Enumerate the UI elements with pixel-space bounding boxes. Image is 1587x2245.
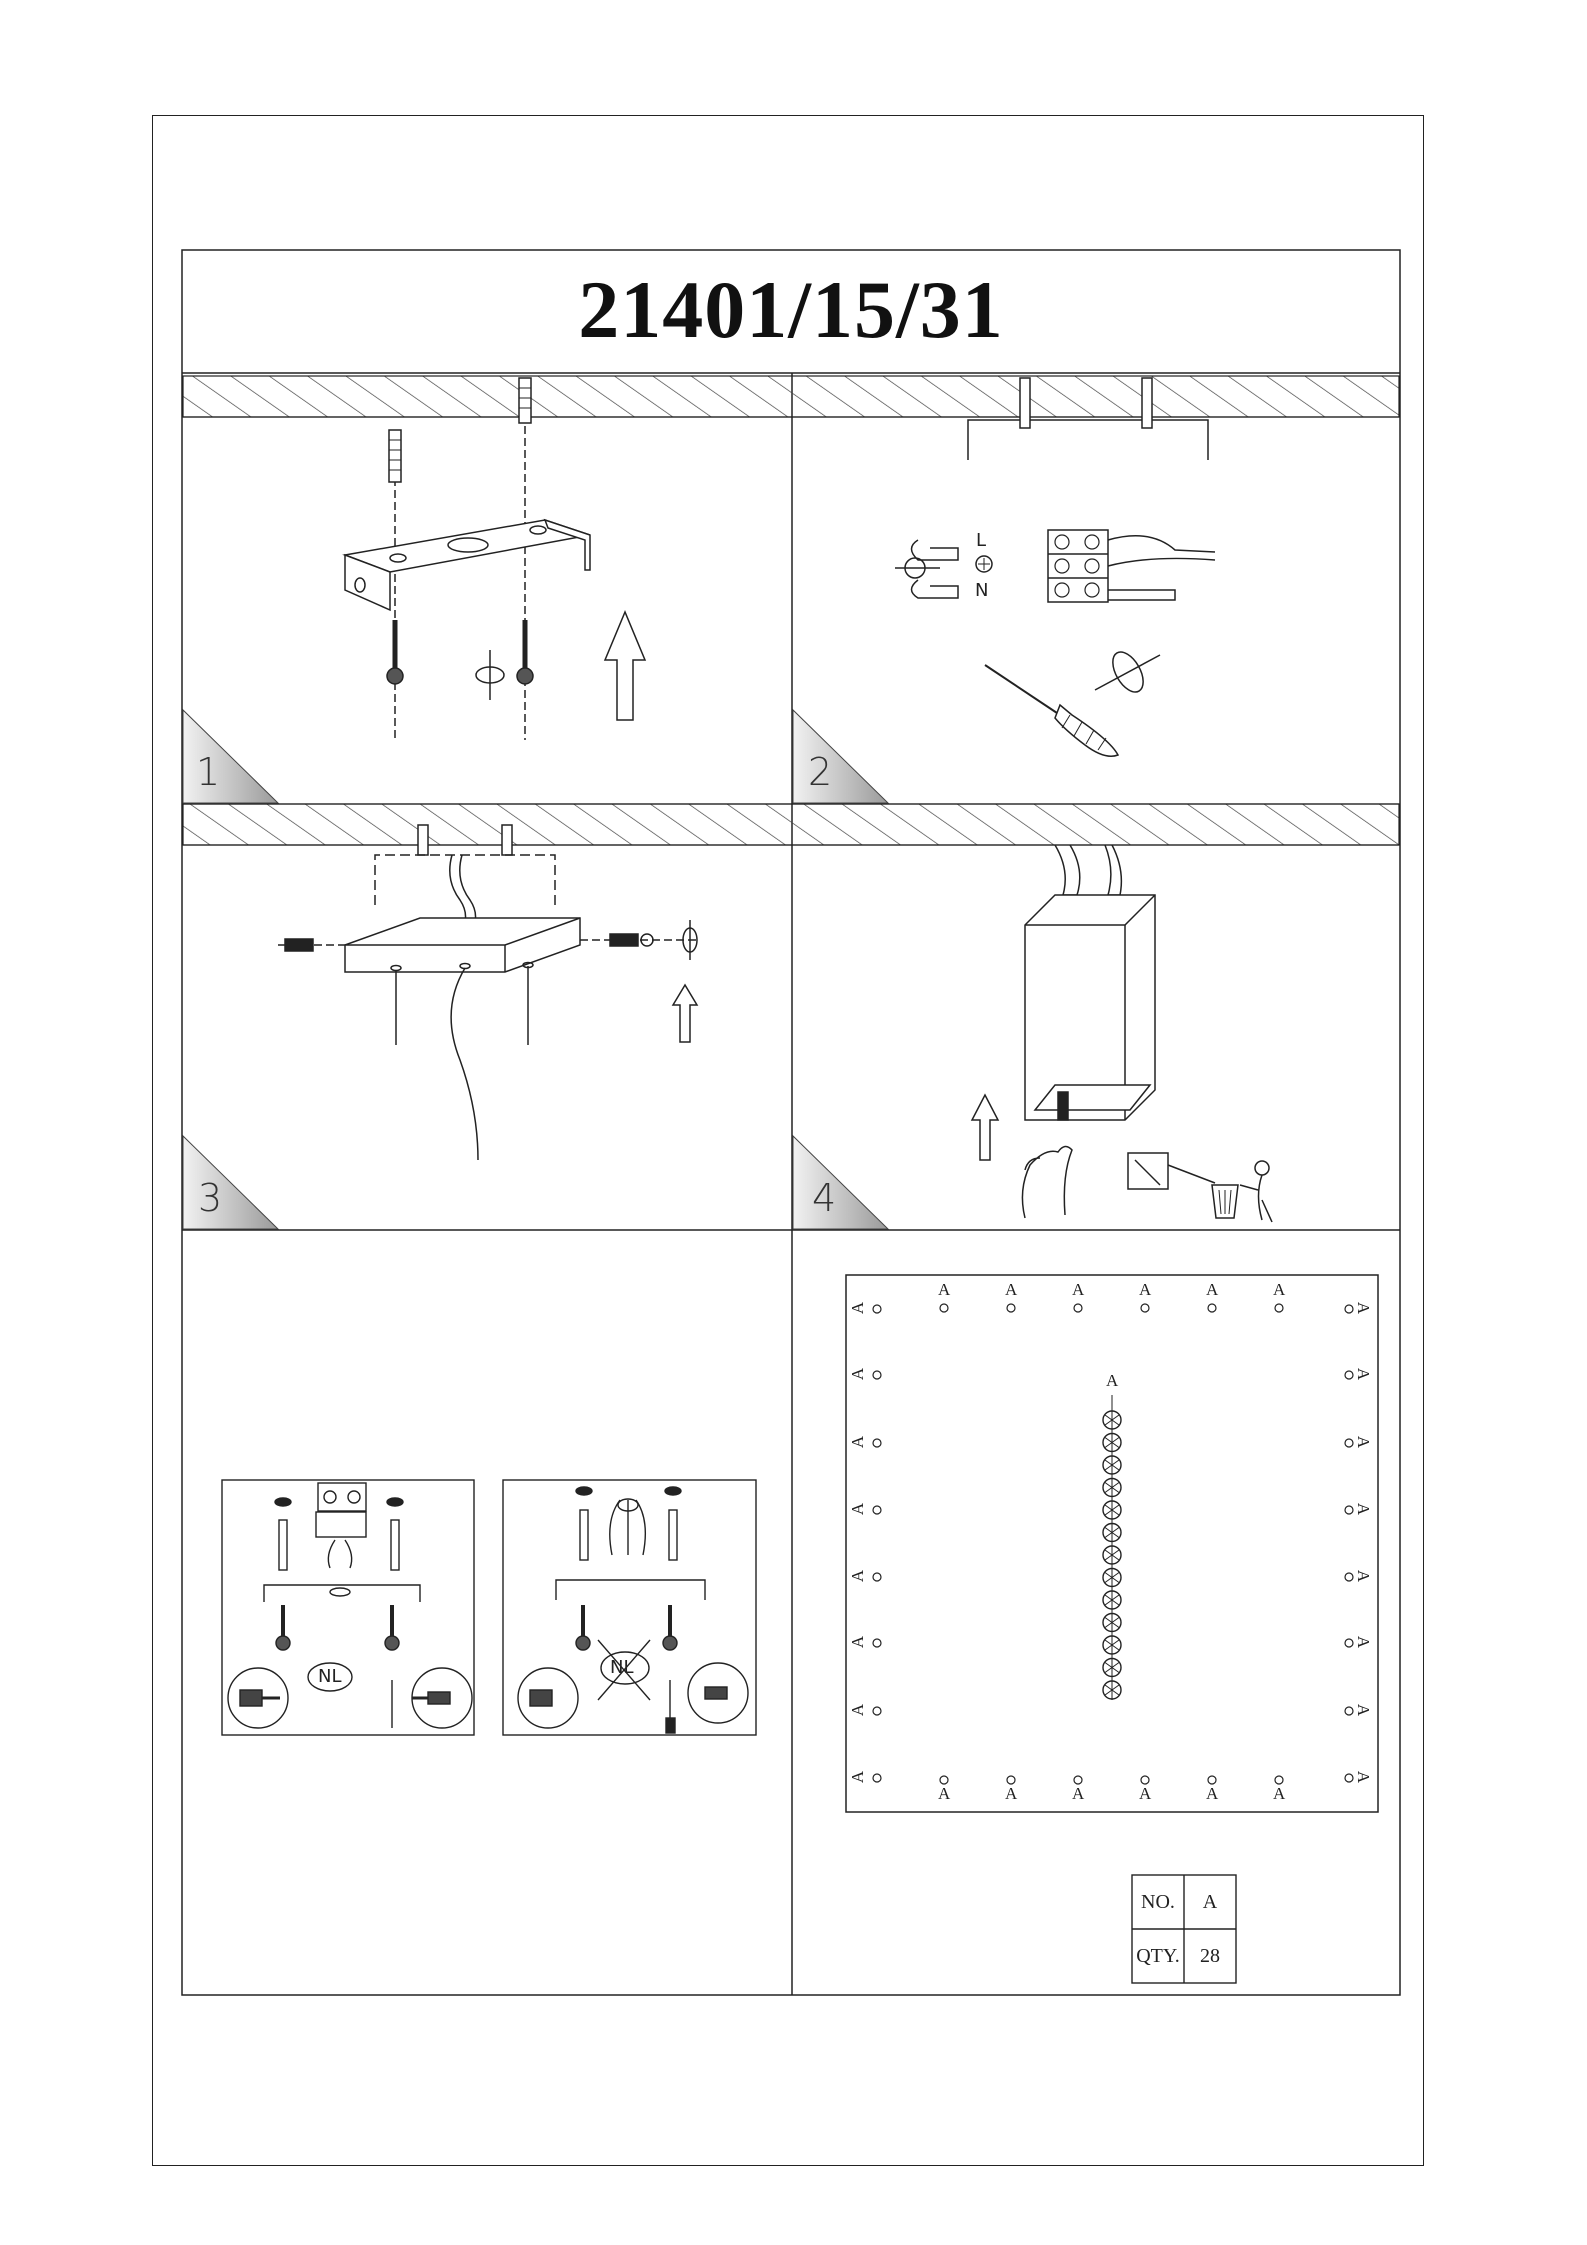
neutral-wire-label: N [975, 580, 989, 601]
part-letter: A [1354, 1502, 1374, 1516]
part-letter: A [1354, 1635, 1374, 1649]
part-letter: A [1005, 1280, 1018, 1299]
parts-table-value-qty: 28 [1200, 1944, 1220, 1967]
drop-marker [1345, 1774, 1353, 1782]
drop-marker [1007, 1304, 1015, 1312]
drop-marker [1345, 1439, 1353, 1447]
step1-bracket-drawing [345, 378, 645, 740]
step-number-1: 1 [196, 750, 221, 794]
part-letter: A [1206, 1784, 1219, 1803]
part-letter: A [848, 1301, 868, 1315]
part-letter: A [848, 1502, 868, 1516]
part-letter: A [1005, 1784, 1018, 1803]
nl-badge-crossed: NL [610, 1657, 634, 1678]
nl-badge: NL [318, 1666, 342, 1687]
drop-marker [1007, 1776, 1015, 1784]
part-letter: A [848, 1367, 868, 1381]
step3-canopy-drawing [278, 825, 700, 1160]
part-letter: A [1354, 1770, 1374, 1784]
step2-wiring-drawing [895, 378, 1215, 756]
part-letter: A [938, 1784, 951, 1803]
part-letter: A [1354, 1435, 1374, 1449]
part-letter: A [1354, 1569, 1374, 1583]
drop-marker [1345, 1573, 1353, 1581]
part-letter: A [1354, 1301, 1374, 1315]
part-letter: A [1139, 1280, 1152, 1299]
drop-marker [1345, 1371, 1353, 1379]
part-letter: A [848, 1435, 868, 1449]
step-number-4: 4 [812, 1176, 837, 1220]
part-letter: A [1354, 1367, 1374, 1381]
instruction-grid [182, 250, 1400, 1995]
drop-marker [1208, 1776, 1216, 1784]
crystal-layout-diagram [846, 1275, 1378, 1812]
drop-marker [1208, 1304, 1216, 1312]
drop-marker [873, 1707, 881, 1715]
parts-table-header-no: NO. [1141, 1890, 1175, 1913]
part-letter: A [1354, 1703, 1374, 1717]
drop-marker [1345, 1305, 1353, 1313]
drop-marker [1141, 1776, 1149, 1784]
part-letter: A [1139, 1784, 1152, 1803]
drop-marker [1141, 1304, 1149, 1312]
part-letter: A [848, 1703, 868, 1717]
part-letter: A [938, 1280, 951, 1299]
drop-marker [1275, 1776, 1283, 1784]
drop-marker [873, 1774, 881, 1782]
drop-marker [873, 1573, 881, 1581]
drop-marker [873, 1305, 881, 1313]
drop-marker [873, 1371, 881, 1379]
step-number-3: 3 [198, 1176, 223, 1220]
drop-marker [940, 1304, 948, 1312]
drop-marker [1275, 1304, 1283, 1312]
step-corner-markers [183, 710, 888, 1229]
drop-marker [1074, 1776, 1082, 1784]
part-letter: A [1106, 1371, 1119, 1390]
part-letter: A [1072, 1784, 1085, 1803]
parts-table-header-qty: QTY. [1136, 1944, 1180, 1967]
installation-variant-diagrams [222, 1480, 756, 1735]
step4-lamp-drawing [972, 845, 1272, 1222]
live-wire-label: L [976, 530, 987, 551]
part-letter: A [848, 1635, 868, 1649]
drop-marker [940, 1776, 948, 1784]
drop-marker [1345, 1506, 1353, 1514]
part-letter: A [1273, 1280, 1286, 1299]
drop-marker [1345, 1707, 1353, 1715]
drop-marker [873, 1506, 881, 1514]
part-letter: A [848, 1569, 868, 1583]
part-letter: A [1273, 1784, 1286, 1803]
part-letter: A [1072, 1280, 1085, 1299]
drop-marker [873, 1439, 881, 1447]
model-number-title: 21401/15/31 [578, 264, 1004, 355]
drop-marker [1345, 1639, 1353, 1647]
drop-marker [1074, 1304, 1082, 1312]
parts-table-value-no: A [1202, 1890, 1218, 1913]
part-letter: A [848, 1770, 868, 1784]
ceiling-hatch [183, 376, 1399, 845]
step-number-2: 2 [808, 750, 833, 794]
drop-marker [873, 1639, 881, 1647]
part-letter: A [1206, 1280, 1219, 1299]
